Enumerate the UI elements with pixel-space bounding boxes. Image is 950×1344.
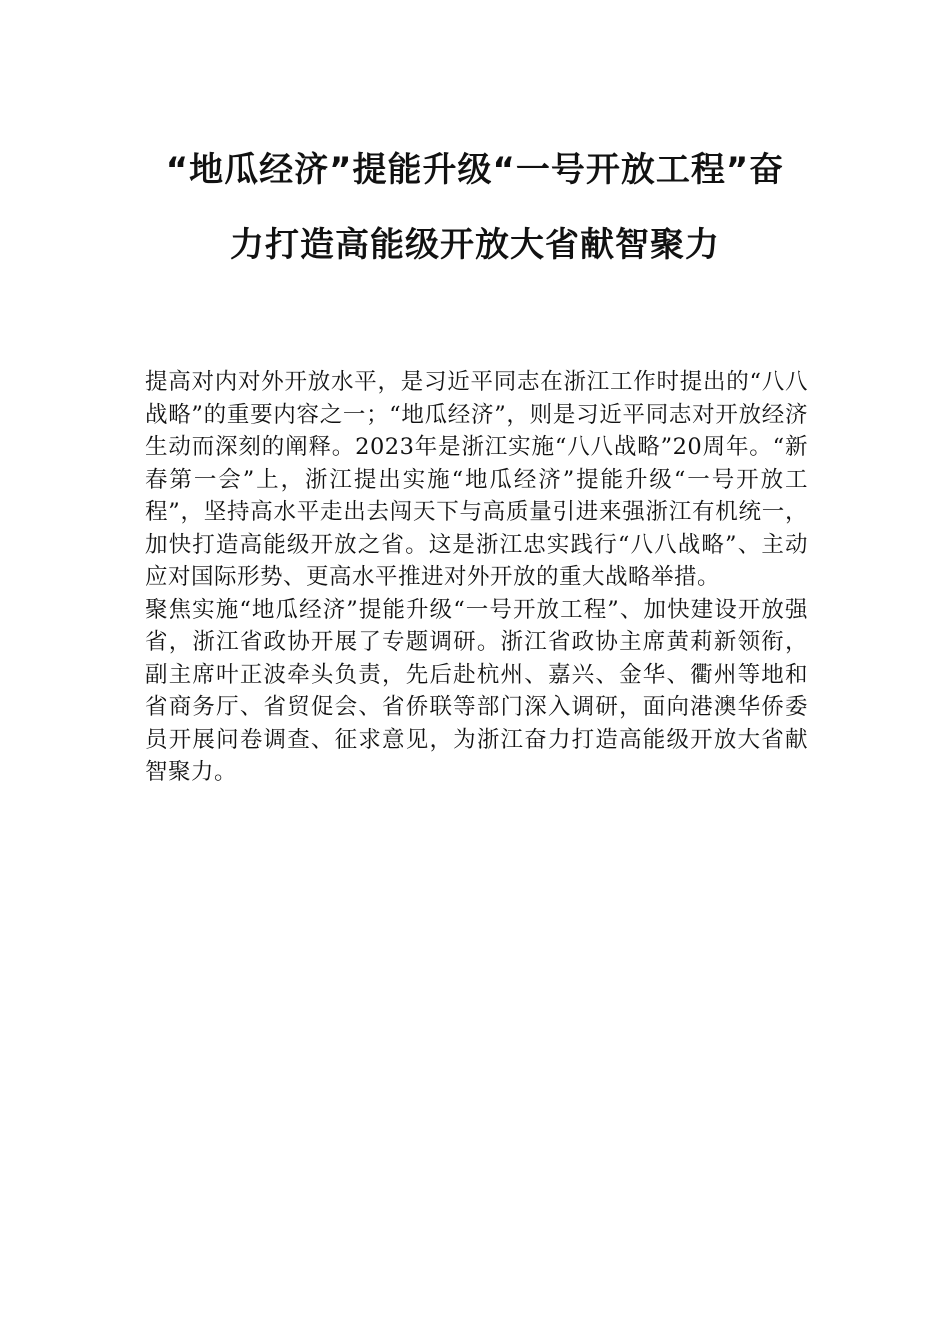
document-body bbox=[145, 366, 808, 789]
document-title-line-2: 力打造高能级开放大省献智聚力 bbox=[230, 225, 720, 265]
document-title-line-1: “地瓜经济”提能升级“一号开放工程”奋 bbox=[165, 150, 785, 190]
body-paragraph-2: 聚焦实施“地瓜经济”提能升级“一号开放工程”、加快建设开放强省，浙江省政协开展了专题调研。浙江省政协主席黄莉新领衔，副主席叶正波牵头负责，先后赴杭州、嘉兴、金华、衢州等地和省商务厅、省贸促会、省侨联等部门深入调研，面向港澳华侨委员开展问卷调查、征求意见，为浙江奋力打造高能级开放大省献智聚力。 bbox=[145, 596, 808, 785]
body-paragraph-1: 提高对内对外开放水平，是习近平同志在浙江工作时提出的“八八战略”的重要内容之一；“地瓜经济”，则是习近平同志对开放经济生动而深刻的阐释。2023年是浙江实施“八八战略”20周年。“新春第一会”上，浙江提出实施“地瓜经济”提能升级“一号开放工程”，坚持高水平走出去闯天下与高质量引进来强浙江有机统一，加快打造高能级开放之省。这是浙江忠实践行“八八战略”、主动应对国际形势、更高水平推进对外开放的重大战略举措。 bbox=[145, 369, 808, 590]
